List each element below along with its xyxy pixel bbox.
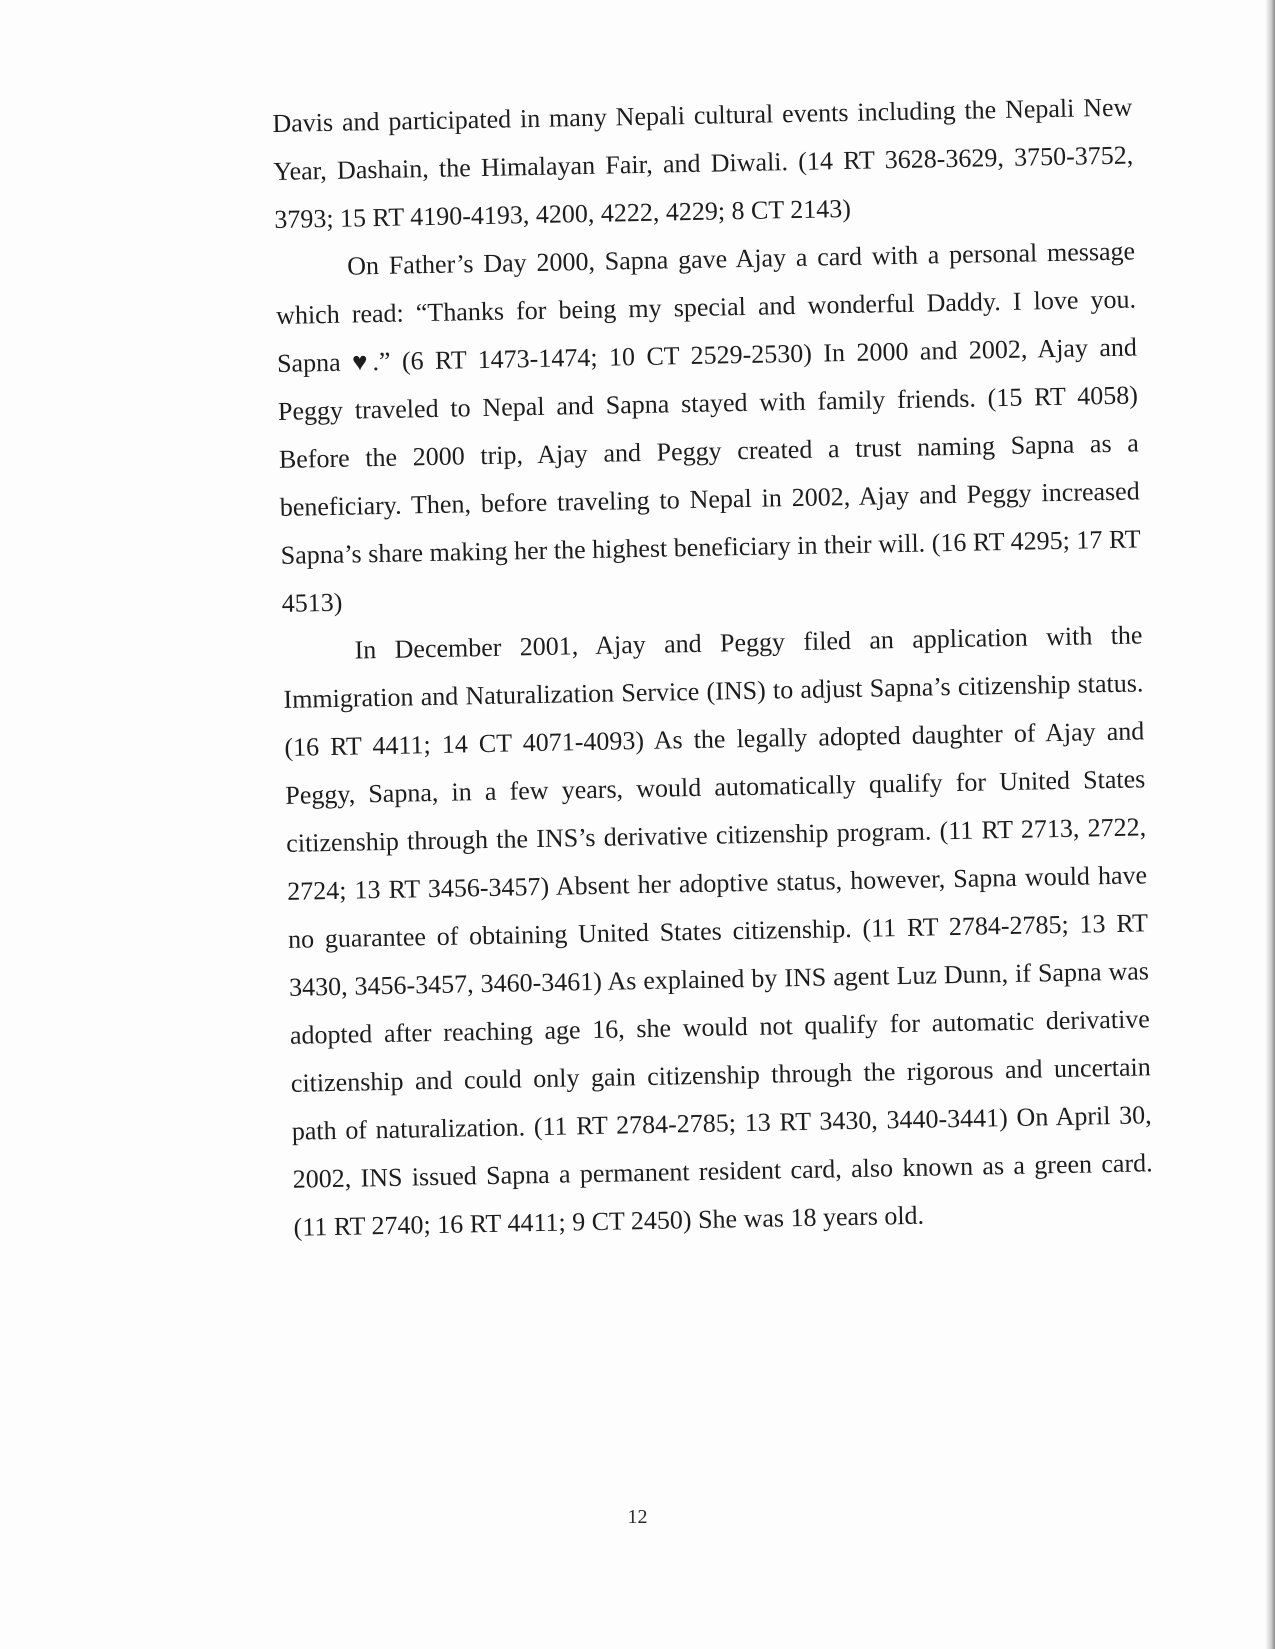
paragraph-2: On Father’s Day 2000, Sapna gave Ajay a card with a personal message which read: “Thanks for being my special and wonderful Daddy. I love you. Sapna ♥.” (6 RT 1473-1474; 10 CT 2529-2530) In 2000 and 2002, Ajay and Peggy traveled to Nepal and Sapna stayed with family friends. (15 RT 4058) Before the 2000 trip, Ajay and Peggy created a trust naming Sapna as a beneficiary. Then, before traveling to Nepal in 2002, Ajay and Peggy increased Sapna’s share making her the highest beneficiary in their will. (16 RT 4295; 17 RT 4513) xyxy=(275,236,1141,618)
document-body xyxy=(272,83,1154,1251)
paragraph-1: Davis and participated in many Nepali cultural events including the Nepali New Year, Dashain, the Himalayan Fair, and Diwali. (14 RT 3628-3629, 3750-3752, 3793; 15 RT 4190-4193, 4200, 4222, 4229; 8 CT 2143) xyxy=(272,92,1134,234)
paragraph-3: In December 2001, Ajay and Peggy filed an application with the Immigration and Naturalization Service (INS) to adjust Sapna’s citizenship status. (16 RT 4411; 14 CT 4071-4093) As the legally adopted daughter of Ajay and Peggy, Sapna, in a few years, would automatically qualify for United States citizenship through the INS’s derivative citizenship program. (11 RT 2713, 2722, 2724; 13 RT 3456-3457) Absent her adoptive status, however, Sapna would have no guarantee of obtaining United States citizenship. (11 RT 2784-2785; 13 RT 3430, 3456-3457, 3460-3461) As explained by INS agent Luz Dunn, if Sapna was adopted after reaching age 16, she would not qualify for automatic derivative citizenship and could only gain citizenship through the rigorous and uncertain path of naturalization. (11 RT 2784-2785; 13 RT 3430, 3440-3441) On April 30, 2002, INS issued Sapna a permanent resident card, also known as a green card. (11 RT 2740; 16 RT 4411; 9 CT 2450) She was 18 years old. xyxy=(283,620,1153,1242)
scan-edge-shadow xyxy=(1265,0,1275,1649)
page-number: 12 xyxy=(627,1506,648,1528)
